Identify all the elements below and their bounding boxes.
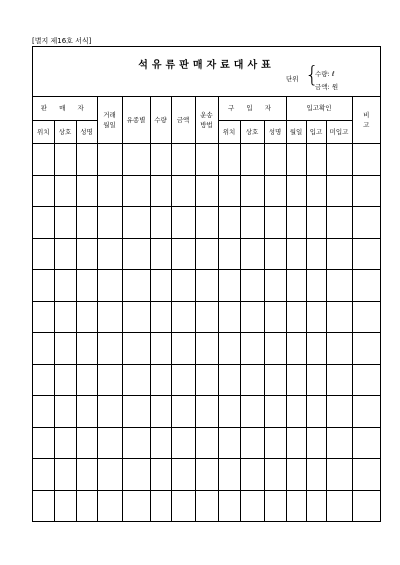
table-cell[interactable] <box>150 396 171 428</box>
header-amount: 금액 <box>171 96 195 144</box>
table-cell[interactable] <box>54 364 76 396</box>
header-trade-date-line2: 월일 <box>103 120 116 129</box>
table-cell[interactable] <box>306 175 326 207</box>
header-buyer: 구 입 자 <box>218 96 286 121</box>
table-cell[interactable] <box>218 301 240 333</box>
header-row-1 <box>33 96 380 121</box>
table-cell[interactable] <box>218 333 240 365</box>
table-cell[interactable] <box>171 396 195 428</box>
table-cell[interactable] <box>195 459 218 491</box>
table-cell[interactable] <box>195 207 218 239</box>
table-cell[interactable] <box>264 396 286 428</box>
table-cell[interactable] <box>286 333 306 365</box>
table-row <box>33 175 380 207</box>
table-cell[interactable] <box>326 238 352 270</box>
header-transport <box>195 96 218 144</box>
table-cell[interactable] <box>171 144 195 176</box>
table-cell[interactable] <box>76 459 97 491</box>
title-row <box>33 47 380 97</box>
table-cell[interactable] <box>171 459 195 491</box>
header-remarks <box>352 96 380 144</box>
table-cell[interactable] <box>306 364 326 396</box>
table-row <box>33 396 380 428</box>
table-cell[interactable] <box>150 175 171 207</box>
table-cell[interactable] <box>195 301 218 333</box>
table-cell[interactable] <box>352 490 380 521</box>
table-cell[interactable] <box>97 364 122 396</box>
table-cell[interactable] <box>171 490 195 521</box>
table-cell[interactable] <box>240 238 264 270</box>
header-buyer-name: 성명 <box>264 121 286 144</box>
table-cell[interactable] <box>150 427 171 459</box>
table-cell[interactable] <box>306 301 326 333</box>
table-cell[interactable] <box>122 238 150 270</box>
table-cell[interactable] <box>326 333 352 365</box>
header-oil-type: 유종별 <box>122 96 150 144</box>
table-cell[interactable] <box>97 396 122 428</box>
table-cell[interactable] <box>352 270 380 302</box>
header-trade-date <box>97 96 122 144</box>
table-cell[interactable] <box>54 144 76 176</box>
table-cell[interactable] <box>122 301 150 333</box>
header-buyer-location: 위치 <box>218 121 240 144</box>
form-title: 석유류판매자료대사표 <box>138 60 275 71</box>
table-cell[interactable] <box>122 396 150 428</box>
table-cell[interactable] <box>33 364 54 396</box>
table-cell[interactable] <box>54 490 76 521</box>
table-cell[interactable] <box>76 396 97 428</box>
table-cell[interactable] <box>240 364 264 396</box>
table-cell[interactable] <box>54 459 76 491</box>
table-cell[interactable] <box>306 207 326 239</box>
table-cell[interactable] <box>97 490 122 521</box>
table-cell[interactable] <box>76 270 97 302</box>
table-cell[interactable] <box>76 490 97 521</box>
unit-label: 단위 <box>286 75 299 83</box>
table-cell[interactable] <box>97 459 122 491</box>
table-cell[interactable] <box>54 301 76 333</box>
table-cell[interactable] <box>150 238 171 270</box>
table-cell[interactable] <box>326 207 352 239</box>
table-cell[interactable] <box>195 238 218 270</box>
table-row <box>33 301 380 333</box>
table-cell[interactable] <box>195 490 218 521</box>
table-cell[interactable] <box>264 427 286 459</box>
table-cell[interactable] <box>171 333 195 365</box>
table-cell[interactable] <box>326 427 352 459</box>
table-cell[interactable] <box>122 207 150 239</box>
table-cell[interactable] <box>97 207 122 239</box>
table-cell[interactable] <box>326 364 352 396</box>
table-cell[interactable] <box>97 238 122 270</box>
table-cell[interactable] <box>76 144 97 176</box>
table-cell[interactable] <box>286 301 306 333</box>
table-cell[interactable] <box>195 175 218 207</box>
table-cell[interactable] <box>122 144 150 176</box>
table-cell[interactable] <box>54 333 76 365</box>
table-cell[interactable] <box>33 144 54 176</box>
header-seller-name: 성명 <box>76 121 97 144</box>
table-cell[interactable] <box>264 333 286 365</box>
form-frame <box>32 46 381 522</box>
table-cell[interactable] <box>97 144 122 176</box>
table-cell[interactable] <box>264 364 286 396</box>
table-cell[interactable] <box>218 364 240 396</box>
table-cell[interactable] <box>150 333 171 365</box>
table-row <box>33 333 380 365</box>
table-cell[interactable] <box>240 490 264 521</box>
table-cell[interactable] <box>33 175 54 207</box>
table-row <box>33 144 380 176</box>
header-trade-date-line1: 거래 <box>103 110 116 119</box>
header-seller: 판 매 자 <box>33 96 97 121</box>
table-row <box>33 490 380 521</box>
table-cell[interactable] <box>306 238 326 270</box>
table-cell[interactable] <box>218 270 240 302</box>
table-cell[interactable] <box>76 427 97 459</box>
table-cell[interactable] <box>264 301 286 333</box>
table-cell[interactable] <box>286 459 306 491</box>
table-cell[interactable] <box>286 364 306 396</box>
table-cell[interactable] <box>150 490 171 521</box>
table-cell[interactable] <box>33 427 54 459</box>
table-cell[interactable] <box>326 301 352 333</box>
table-cell[interactable] <box>150 270 171 302</box>
table-cell[interactable] <box>218 238 240 270</box>
table-cell[interactable] <box>240 427 264 459</box>
table-row <box>33 364 380 396</box>
table-cell[interactable] <box>195 144 218 176</box>
table-cell[interactable] <box>240 459 264 491</box>
table-cell[interactable] <box>286 396 306 428</box>
table-cell[interactable] <box>240 207 264 239</box>
table-cell[interactable] <box>150 207 171 239</box>
table-cell[interactable] <box>352 301 380 333</box>
table-cell[interactable] <box>352 175 380 207</box>
table-cell[interactable] <box>150 364 171 396</box>
form-number: [별지 제16호 서식] <box>32 37 92 45</box>
table-cell[interactable] <box>264 207 286 239</box>
header-transport-line1: 운송 <box>200 110 213 119</box>
table-cell[interactable] <box>150 301 171 333</box>
table-cell[interactable] <box>352 364 380 396</box>
table-cell[interactable] <box>54 396 76 428</box>
table-cell[interactable] <box>33 396 54 428</box>
table-cell[interactable] <box>326 396 352 428</box>
table-cell[interactable] <box>33 207 54 239</box>
table-row <box>33 238 380 270</box>
table-cell[interactable] <box>33 270 54 302</box>
table-cell[interactable] <box>306 427 326 459</box>
table-row <box>33 427 380 459</box>
table-cell[interactable] <box>33 238 54 270</box>
table-cell[interactable] <box>218 175 240 207</box>
table-row <box>33 270 380 302</box>
header-seller-location: 위치 <box>33 121 54 144</box>
table-cell[interactable] <box>218 427 240 459</box>
table-cell[interactable] <box>150 144 171 176</box>
table-cell[interactable] <box>54 175 76 207</box>
table-cell[interactable] <box>352 333 380 365</box>
table-cell[interactable] <box>326 270 352 302</box>
table-cell[interactable] <box>33 459 54 491</box>
table-cell[interactable] <box>218 396 240 428</box>
table-cell[interactable] <box>286 427 306 459</box>
table-cell[interactable] <box>122 427 150 459</box>
header-buyer-company: 상호 <box>240 121 264 144</box>
table-cell[interactable] <box>54 270 76 302</box>
table-cell[interactable] <box>240 144 264 176</box>
table-cell[interactable] <box>171 427 195 459</box>
table-cell[interactable] <box>218 144 240 176</box>
table-cell[interactable] <box>171 270 195 302</box>
table-cell[interactable] <box>240 175 264 207</box>
table-cell[interactable] <box>122 333 150 365</box>
table-cell[interactable] <box>195 427 218 459</box>
header-remarks-line1: 비 <box>363 110 370 119</box>
table-cell[interactable] <box>171 175 195 207</box>
table-cell[interactable] <box>326 459 352 491</box>
table-cell[interactable] <box>76 207 97 239</box>
table-cell[interactable] <box>306 144 326 176</box>
header-receipt-check: 입고확인 <box>286 96 352 121</box>
table-cell[interactable] <box>218 490 240 521</box>
table-cell[interactable] <box>171 364 195 396</box>
table-cell[interactable] <box>306 459 326 491</box>
table-cell[interactable] <box>171 301 195 333</box>
table-cell[interactable] <box>240 333 264 365</box>
table-cell[interactable] <box>240 301 264 333</box>
table-cell[interactable] <box>76 364 97 396</box>
table-cell[interactable] <box>97 175 122 207</box>
table-cell[interactable] <box>352 207 380 239</box>
table-cell[interactable] <box>352 459 380 491</box>
table-cell[interactable] <box>54 427 76 459</box>
table-cell[interactable] <box>76 175 97 207</box>
table-cell[interactable] <box>97 270 122 302</box>
table-cell[interactable] <box>122 175 150 207</box>
table-cell[interactable] <box>264 175 286 207</box>
table-cell[interactable] <box>286 175 306 207</box>
table-cell[interactable] <box>264 144 286 176</box>
header-seller-company: 상호 <box>54 121 76 144</box>
table-cell[interactable] <box>306 270 326 302</box>
table-cell[interactable] <box>306 490 326 521</box>
table-cell[interactable] <box>286 490 306 521</box>
header-receipt-date: 월일 <box>286 121 306 144</box>
table-cell[interactable] <box>352 396 380 428</box>
table-cell[interactable] <box>76 238 97 270</box>
table-cell[interactable] <box>264 490 286 521</box>
table-cell[interactable] <box>97 301 122 333</box>
table-cell[interactable] <box>122 459 150 491</box>
table-cell[interactable] <box>286 207 306 239</box>
table-cell[interactable] <box>122 490 150 521</box>
table-cell[interactable] <box>54 238 76 270</box>
table-cell[interactable] <box>306 333 326 365</box>
header-quantity: 수량 <box>150 96 171 144</box>
table-cell[interactable] <box>76 333 97 365</box>
table-cell[interactable] <box>326 175 352 207</box>
table-cell[interactable] <box>195 364 218 396</box>
table-cell[interactable] <box>286 144 306 176</box>
table-cell[interactable] <box>352 427 380 459</box>
table-cell[interactable] <box>33 333 54 365</box>
unit-quantity: 수량: ℓ <box>315 70 335 78</box>
table-cell[interactable] <box>54 207 76 239</box>
table-cell[interactable] <box>33 301 54 333</box>
header-received: 입고 <box>306 121 326 144</box>
table-cell[interactable] <box>171 207 195 239</box>
table-cell[interactable] <box>352 144 380 176</box>
table-cell[interactable] <box>286 238 306 270</box>
table-cell[interactable] <box>171 238 195 270</box>
table-cell[interactable] <box>326 490 352 521</box>
header-not-received: 미입고 <box>326 121 352 144</box>
table-cell[interactable] <box>33 490 54 521</box>
table-cell[interactable] <box>195 270 218 302</box>
table-cell[interactable] <box>286 270 306 302</box>
table-cell[interactable] <box>218 459 240 491</box>
ledger-table <box>33 96 380 521</box>
table-cell[interactable] <box>264 238 286 270</box>
unit-brace: { <box>305 63 319 88</box>
header-transport-line2: 방법 <box>200 120 213 129</box>
table-cell[interactable] <box>76 301 97 333</box>
unit-amount: 금액: 원 <box>315 83 339 91</box>
table-cell[interactable] <box>122 364 150 396</box>
table-cell[interactable] <box>264 270 286 302</box>
table-cell[interactable] <box>306 396 326 428</box>
table-cell[interactable] <box>240 270 264 302</box>
table-cell[interactable] <box>97 333 122 365</box>
table-cell[interactable] <box>122 270 150 302</box>
header-remarks-line2: 고 <box>363 120 370 129</box>
table-row <box>33 459 380 491</box>
table-cell[interactable] <box>264 459 286 491</box>
table-row <box>33 207 380 239</box>
table-cell[interactable] <box>240 396 264 428</box>
table-cell[interactable] <box>352 238 380 270</box>
table-cell[interactable] <box>195 333 218 365</box>
table-cell[interactable] <box>97 427 122 459</box>
table-cell[interactable] <box>218 207 240 239</box>
table-cell[interactable] <box>326 144 352 176</box>
table-cell[interactable] <box>195 396 218 428</box>
table-cell[interactable] <box>150 459 171 491</box>
